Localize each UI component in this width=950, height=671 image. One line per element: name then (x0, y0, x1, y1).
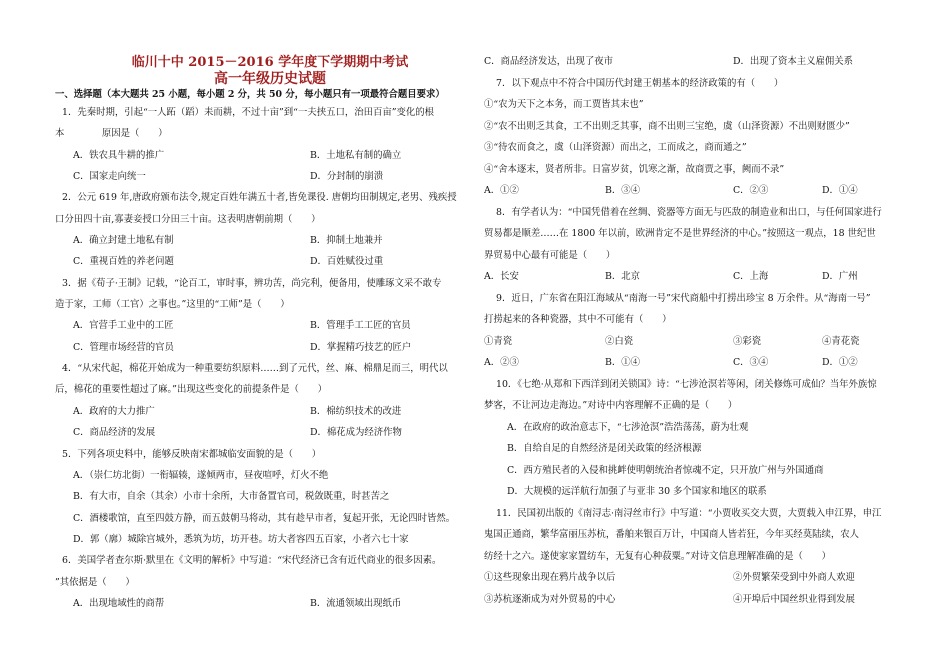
option-text: A．铁农具牛耕的推广 (73, 149, 165, 161)
option-text: C．酒楼歌馆，直至四鼓方静，而五鼓朝马将动，其有趁早市者，复起开张，无论四时皆然。 (73, 512, 456, 524)
text-span: 梦客，不让河边走海边。”对诗中内容理解不正确的是（ ） (484, 400, 738, 411)
option-row (484, 567, 916, 589)
option-row (55, 465, 460, 486)
text-span: 10．《七绝·从郑和下西洋到闭关锁国》诗：“七涉沧溟若等闲，闭关修炼可成仙？当年外族惊 (496, 378, 877, 390)
text-span: 2．公元 619 年,唐政府颁布法令,规定百姓年满五十者,皆免课役. 唐朝均田制规定,老男、残疾授 (62, 192, 457, 204)
question-text (55, 294, 460, 315)
option-text: D．郭（廓）城除宫城外，悉筑为坊，坊开巷。坊大者容四五百家，小者六七十家 (73, 533, 409, 545)
text-span: 3．据《荀子·王制》记载，“论百工，审时事，辨功苦，尚完利，便备用，使雕琢文采不敢专 (62, 277, 442, 289)
text-span: 造于家，工师（工官）之事也。”这里的“工师”是（ ） (55, 299, 290, 311)
option-text: B．北京 (605, 271, 641, 282)
option-row (484, 417, 916, 439)
option-text: A．（崇仁坊北街）一衔辐辏，遂倾两市，昼夜喧呼，灯火不绝 (73, 469, 329, 481)
text-span: 纺经十之六。遂使家家置纺车，无复有心种菽粟。”对诗文信息理解准确的是（ ） (484, 550, 831, 562)
question-stem (55, 187, 460, 208)
option-text: B．棉纺织技术的改进 (310, 405, 402, 417)
option-text: A．长安 (484, 271, 519, 282)
option-text: A．官营手工业中的工匠 (73, 320, 174, 332)
option-text: C．商品经济的发展 (73, 427, 156, 439)
text-span: ③“待农而食之，虞（山泽资源）而出之，工而成之，商而通之” (484, 142, 747, 153)
question-stem (55, 550, 460, 571)
text-span: 鬼国正通商，繁华富丽压苏杭，番舶来银百万计，中国商人皆若狂，今年买经莫陆续，农人 (484, 529, 860, 540)
text-span: 11．民国初出版的《南浔志·南浔丝市行》中写道：“小贾收买交大贾，大贾载入申江界，申江 (496, 507, 882, 519)
option-text: C．上海 (733, 271, 769, 282)
option-text: A．在政府的政治意志下，“七涉沧溟”浩浩荡荡，蔚为壮观 (507, 421, 749, 433)
option-text: A．出现地域性的商帮 (73, 597, 165, 609)
text-span: 后，棉花的重要性超过了麻。”出现这些变化的前提条件是（ ） (55, 384, 327, 396)
option-row (484, 481, 916, 503)
text-span: 本 原因是（ ） (55, 128, 168, 140)
option-text: ③彩瓷 (733, 335, 762, 347)
text-span: ④“舍本逐末，贤者所非。日富岁贫，饥寒之渐，故商贾之事，阙而不录” (484, 163, 785, 175)
option-text: D．分封制的崩溃 (310, 171, 384, 183)
text-span: 6．美国学者查尔斯·默里在《文明的解析》中写道：“宋代经济已含有近代商业的很多因素。 (62, 555, 442, 567)
exam-subtitle: 高一年级历史试题 (214, 71, 326, 87)
question-text (484, 159, 916, 181)
exam-title: 临川十中 2015－2016 学年度下学期期中考试 (131, 55, 409, 70)
option-text: D．棉花成为经济作物 (310, 427, 402, 439)
section-heading: 一、选择题（本大题共 25 小题，每小题 2 分，共 50 分，每小题只有一项最符合题目要求） (55, 89, 445, 100)
option-text: D．①② (822, 357, 858, 368)
option-text: D．百姓赋役过重 (310, 256, 384, 268)
text-span: 5．下列各项史料中，能够反映南宋都城临安面貌的是（ ） (62, 448, 322, 460)
question-text (484, 546, 916, 568)
question-stem (484, 202, 916, 224)
option-text: ①这些现象出现在鸦片战争以后 (484, 572, 616, 583)
text-span: 贸易都是顺差……在 1800 年以前，欧洲肯定不是世界经济的中心。”按照这一观点，18 世纪世 (484, 228, 876, 239)
option-row (55, 337, 460, 358)
question-stem (484, 503, 916, 525)
option-text: C．国家走向统一 (73, 171, 146, 183)
option-text: B．有大市，自余（其余）小市十余所，大市备置官司，税敛既重，时甚苦之 (73, 491, 390, 503)
option-row (55, 401, 460, 422)
text-span: 4．“从宋代起，棉花开始成为一种重要纺织原料……到了元代，丝、麻、棉鼎足而三，明代以 (62, 363, 448, 375)
option-row (55, 593, 460, 614)
left-column (55, 102, 460, 614)
option-text: ②白瓷 (605, 335, 634, 347)
question-text (484, 309, 916, 331)
question-text (484, 245, 916, 267)
option-text: C．③④ (733, 357, 769, 368)
question-text (484, 137, 916, 159)
question-text (484, 94, 916, 116)
option-text: B．③④ (605, 185, 641, 196)
option-text: B．①④ (605, 357, 641, 368)
text-span: 8．有学者认为：“中国凭借着在丝绸、瓷器等方面无与匹敌的制造业和出口，与任何国家进行 (496, 206, 882, 218)
option-text: A．②③ (484, 357, 519, 368)
option-row (55, 486, 460, 507)
option-row (55, 422, 460, 443)
text-span: 9．近日，广东省在阳江海域从“南海一号”宋代商船中打捞出珍宝 8 万余件。从“海南一号” (496, 292, 871, 304)
option-row (484, 460, 916, 482)
question-stem (484, 374, 916, 396)
question-text (55, 209, 460, 230)
option-text: C．西方殖民者的入侵和挑衅使明朝统治者惊魂不定，只开放广州与外国通商 (507, 464, 824, 476)
option-text: D．①④ (822, 185, 858, 196)
text-span: 1．先秦时期，引起“一人跖（蹈）耒而耕，不过十亩”到“一夫挟五口，治田百亩”变化的根 (62, 107, 435, 118)
question-text (484, 524, 916, 546)
option-row (484, 51, 916, 73)
option-row (484, 352, 916, 374)
option-row (484, 589, 916, 611)
option-row (55, 508, 460, 529)
option-text: D．掌握精巧技艺的匠户 (310, 341, 412, 353)
option-row (484, 331, 916, 353)
option-text: C．②③ (733, 185, 769, 196)
question-text (55, 572, 460, 593)
option-row (55, 251, 460, 272)
question-stem (55, 444, 460, 465)
option-text: C．商品经济发达，出现了夜市 (484, 56, 614, 67)
option-text: C．重视百姓的养老问题 (73, 256, 174, 268)
option-row (55, 315, 460, 336)
question-text (55, 379, 460, 400)
question-stem (55, 358, 460, 379)
option-row (55, 230, 460, 251)
option-text: B．抑制土地兼并 (310, 235, 383, 247)
option-text: A．政府的大力推广 (73, 405, 155, 417)
option-row (484, 180, 916, 202)
text-span: ”其依据是（ ） (55, 576, 135, 588)
text-span: ②“农不出则乏其食，工不出则乏其事，商不出则三宝绝，虞（山泽资源）不出则财匮少” (484, 120, 850, 132)
option-row (55, 529, 460, 550)
question-text (55, 123, 460, 144)
option-row (484, 266, 916, 288)
question-text (484, 223, 916, 245)
text-span: 界贸易中心最有可能是（ ） (484, 249, 616, 261)
question-stem (484, 288, 916, 310)
option-row (55, 166, 460, 187)
question-text (484, 116, 916, 138)
option-text: B．管理手工工匠的官员 (310, 320, 411, 332)
text-span: 打捞起来的各种瓷器，其中不可能有（ ） (484, 314, 672, 325)
option-row (55, 145, 460, 166)
option-text: B．自给自足的自然经济是闭关政策的经济根源 (507, 443, 702, 454)
question-stem (484, 73, 916, 95)
question-stem (55, 102, 460, 123)
right-column (484, 51, 916, 610)
question-stem (55, 273, 460, 294)
option-text: D．广州 (822, 271, 858, 282)
option-text: ④开埠后中国丝织业得到发展 (733, 593, 855, 605)
text-span: 7．以下观点中不符合中国历代封建王朝基本的经济政策的有（ ） (496, 77, 784, 89)
option-text: D．出现了资本主义雇佣关系 (733, 56, 854, 67)
text-span: 口分田四十亩,寡妻妾授口分田三十亩。这表明唐朝前期（ ） (55, 213, 321, 225)
option-text: B．流通领域出现纸币 (310, 597, 402, 609)
option-text: A．确立封建土地私有制 (73, 235, 174, 247)
option-text: B．土地私有制的确立 (310, 149, 402, 161)
option-text: ①青瓷 (484, 335, 513, 347)
option-text: ③苏杭逐渐成为对外贸易的中心 (484, 593, 616, 605)
option-text: ④青花瓷 (822, 335, 860, 347)
option-text: A．①② (484, 185, 519, 196)
question-text (484, 395, 916, 417)
option-text: D．大规模的远洋航行加强了与亚非 30 多个国家和地区的联系 (507, 486, 767, 497)
option-text: C．管理市场经营的官员 (73, 341, 174, 353)
option-text: ②外贸繁荣受到中外商人欢迎 (733, 572, 855, 583)
text-span: ①“农为天下之本务，而工贾皆其末也” (484, 99, 644, 110)
option-row (484, 438, 916, 460)
